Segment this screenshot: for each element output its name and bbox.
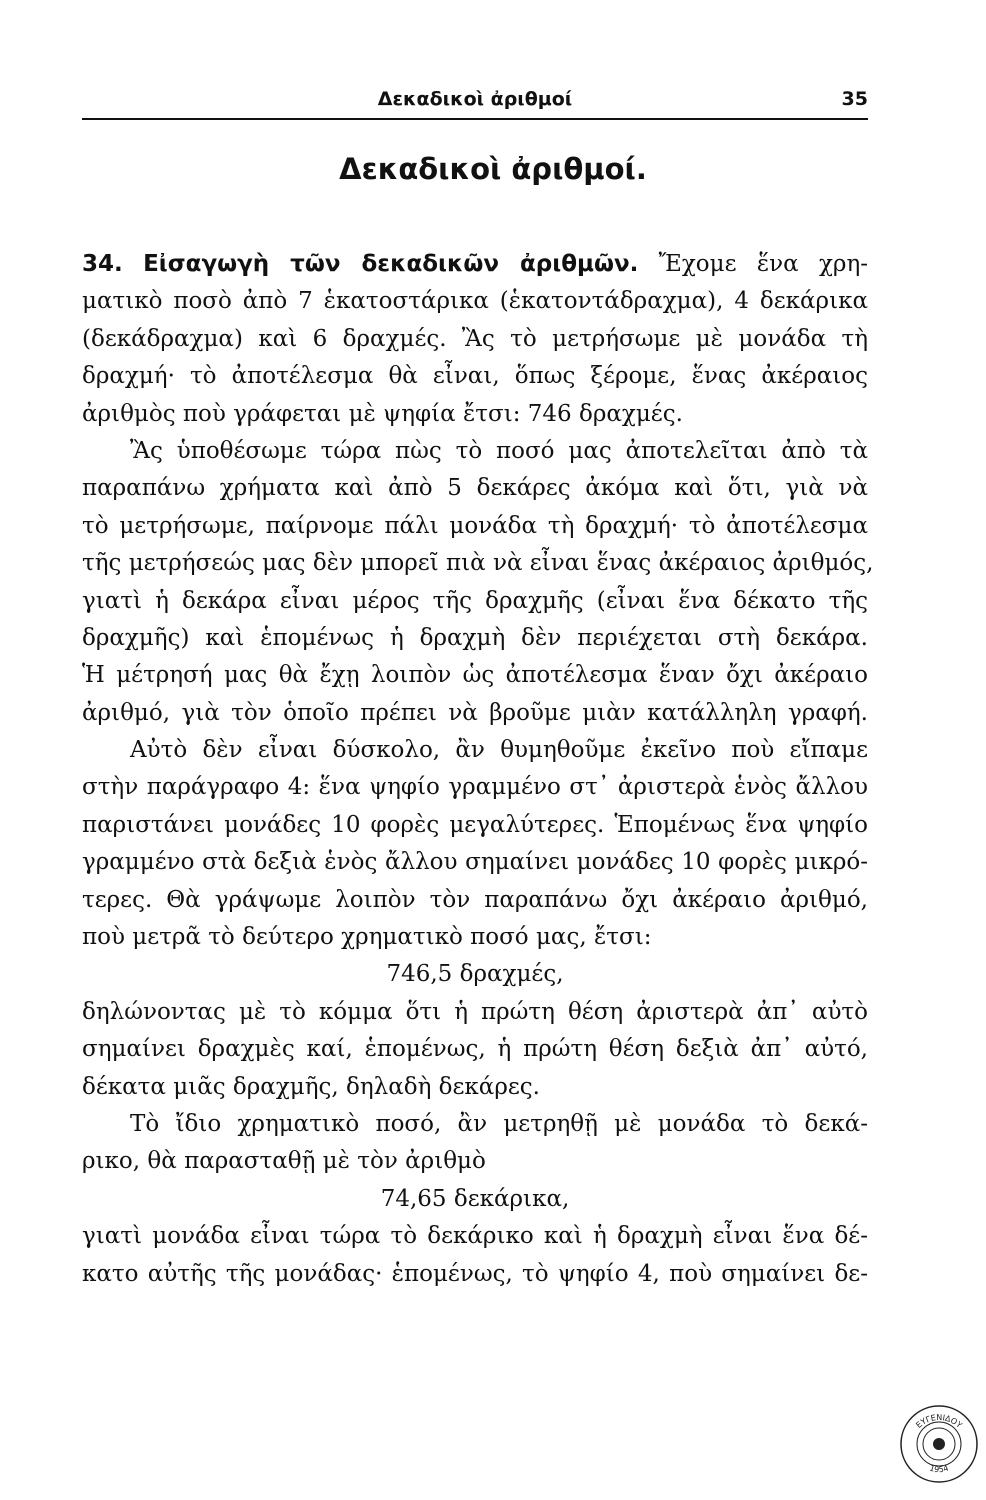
chapter-title: Δεκαδικοὶ ἀριθμοί. [339,152,647,186]
text-line: Αὐτὸ δὲν εἶναι δύσκολο, ἂν θυμηθοῦμε ἐκεῖνο ποὺ εἴπαμε [130,737,868,764]
formula-line: 746,5 δραχμές, [386,961,564,988]
page-number: 35 [841,88,868,110]
text-line: τὸ μετρήσωμε, παίρνομε πάλι μονάδα τὴ δραχμή· τὸ ἀποτέλεσμα [82,512,868,539]
seal-top-text: ΕΥΓΕΝΙΔΟΥ [914,1412,964,1430]
text-line: ματικὸ ποσὸ ἀπὸ 7 ἑκατοστάρικα (ἑκατοντάδραχμα), 4 δεκάρικα [82,288,868,315]
text-line: γραμμένο στὰ δεξιὰ ἑνὸς ἄλλου σημαίνει μονάδες 10 φορὲς μικρό- [82,849,868,876]
text-line: ποὺ μετρᾶ τὸ δεύτερο χρηματικὸ ποσό μας, ἔτσι: [82,924,652,951]
running-title: Δεκαδικοὶ ἀριθμοί [377,88,573,110]
running-head [82,88,868,120]
text-line: ἀριθμὸς ποὺ γράφεται μὲ ψηφία ἔτσι: 746 δραχμές. [82,400,683,427]
text-line: δηλώνοντας μὲ τὸ κόμμα ὅτι ἡ πρώτη θέση ἀριστερὰ ἀπ᾽ αὐτὸ [82,998,868,1025]
text-line: σημαίνει δραχμὲς καί, ἑπομένως, ἡ πρώτη θέση δεξιὰ ἀπ᾽ αὐτό, [82,1036,868,1063]
text-line: τερες. Θὰ γράψωμε λοιπὸν τὸν παραπάνω ὄχι ἀκέραιο ἀριθμό, [82,886,868,913]
body-text [82,246,874,1293]
text-line: στὴν παράγραφο 4: ἕνα ψηφίο γραμμένο στ᾽ ἀριστερὰ ἑνὸς ἄλλου [82,774,868,801]
text-line: δραχμῆς) καὶ ἑπομένως ἡ δραχμὴ δὲν περιέχεται στὴ δεκάρα. [82,624,868,651]
text-line: παραπάνω χρήματα καὶ ἀπὸ 5 δεκάρες ἀκόμα καὶ ὅτι, γιὰ νὰ [82,475,868,502]
text-line: γιατὶ ἡ δεκάρα εἶναι μέρος τῆς δραχμῆς (εἶναι ἕνα δέκατο τῆς [82,587,868,614]
section-heading: Εἰσαγωγὴ τῶν δεκαδικῶν ἀριθμῶν. [143,251,639,277]
text-line: ἀριθμό, γιὰ τὸν ὁποῖο πρέπει νὰ βροῦμε μιὰν κατάλληλη γραφή. [82,699,868,726]
text-line: δέκατα μιᾶς δραχμῆς, δηλαδὴ δεκάρες. [82,1073,540,1100]
text-line: ρικο, θὰ παρασταθῇ μὲ τὸν ἀριθμὸ [82,1148,486,1175]
text-line: κατο αὐτῆς τῆς μονάδας· ἑπομένως, τὸ ψηφίο 4, ποὺ σημαίνει δε- [82,1260,868,1287]
text-line: τῆς μετρήσεώς μας δὲν μπορεῖ πιὰ νὰ εἶναι ἕνας ἀκέραιος ἀριθμός, [82,550,874,577]
text-line: γιατὶ μονάδα εἶναι τώρα τὸ δεκάρικο καὶ ἡ δραχμὴ εἶναι ἕνα δέ- [82,1223,868,1250]
formula-line: 74,65 δεκάρικα, [380,1185,570,1212]
section-number: 34. [82,251,123,277]
foundation-seal-icon [899,1404,979,1484]
text-line: δραχμή· τὸ ἀποτέλεσμα θὰ εἶναι, ὅπως ξέρομε, ἕνας ἀκέραιος [82,363,868,390]
seal-year: 1954 [928,1463,950,1475]
text-line: (δεκάδραχμα) καὶ 6 δραχμές. Ἂς τὸ μετρήσωμε μὲ μονάδα τὴ [82,325,868,352]
text-line: παριστάνει μονάδες 10 φορὲς μεγαλύτερες. Ἑπομένως ἕνα ψηφίο [82,811,868,838]
text-line: Ἂς ὑποθέσωμε τώρα πὼς τὸ ποσό μας ἀποτελεῖται ἀπὸ τὰ [130,437,868,464]
text-line: Ἡ μέτρησή μας θὰ ἔχῃ λοιπὸν ὡς ἀποτέλεσμα ἕναν ὄχι ἀκέραιο [82,662,868,689]
text-line: 34. Εἰσαγωγὴ τῶν δεκαδικῶν ἀριθμῶν. Ἔχομε ἕνα χρη- [82,251,868,277]
text-line: Τὸ ἴδιο χρηματικὸ ποσό, ἂν μετρηθῇ μὲ μονάδα τὸ δεκά- [130,1110,868,1137]
